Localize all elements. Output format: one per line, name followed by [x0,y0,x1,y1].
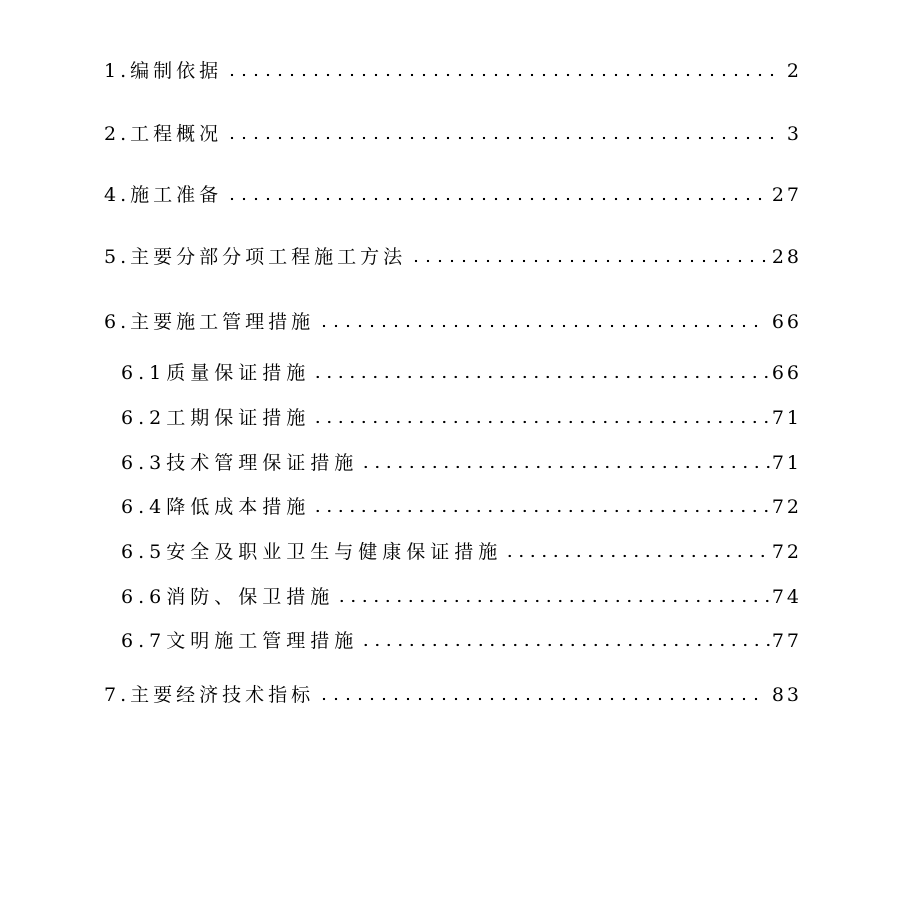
toc-leader-dots [336,599,770,603]
toc-entry-number: 7. [104,684,131,706]
toc-leader-dots [226,136,781,140]
toc-entry-number: 6.3 [121,452,167,474]
toc-leader-dots [312,420,770,424]
toc-entry-title: 技术管理保证措施 [166,452,359,474]
toc-entry-title: 降低成本措施 [166,496,311,518]
toc-entry-1 [104,56,802,83]
toc-entry-7 [104,680,802,707]
toc-leader-dots [318,697,766,701]
toc-entry-title: 工程概况 [130,123,223,145]
toc-entry-6-7 [121,626,802,653]
toc-leader-dots [360,643,770,647]
toc-entry-title: 施工准备 [130,184,223,206]
toc-entry-6-6 [121,582,802,609]
toc-entry-number: 4. [104,184,131,206]
toc-entry-title: 工期保证措施 [166,407,311,429]
toc-entry-title: 主要施工管理措施 [130,311,315,333]
toc-entry-6-1 [121,358,802,385]
toc-entry-page: 83 [771,684,802,706]
toc-entry-title: 主要分部分项工程施工方法 [130,246,407,268]
toc-entry-6-2 [121,403,802,430]
toc-entry-number: 6.7 [121,630,167,652]
toc-entry-6-5 [121,537,802,564]
toc-entry-page: 66 [771,362,802,384]
toc-leader-dots [312,375,770,379]
toc-entry-number: 6.5 [121,541,167,563]
toc-entry-page: 27 [771,184,802,206]
toc-entry-number: 5. [104,246,131,268]
toc-leader-dots [410,259,766,263]
toc-entry-title: 编制依据 [130,60,223,82]
toc-entry-number: 6.2 [121,407,167,429]
toc-leader-dots [226,197,766,201]
toc-entry-page: 74 [771,586,802,608]
toc-entry-title: 安全及职业卫生与健康保证措施 [166,541,503,563]
toc-entry-6 [104,307,802,334]
toc-entry-number: 6.6 [121,586,167,608]
toc-leader-dots [226,73,781,77]
toc-entry-title: 消防、保卫措施 [166,586,335,608]
toc-entry-page: 28 [771,246,802,268]
toc-entry-number: 6. [104,311,131,333]
toc-entry-number: 1. [104,60,131,82]
toc-entry-5 [104,242,802,269]
toc-entry-page: 72 [771,541,802,563]
toc-entry-page: 72 [771,496,802,518]
toc-entry-page: 3 [786,123,802,145]
toc-entry-6-3 [121,448,802,475]
toc-entry-page: 71 [771,452,802,474]
toc-entry-title: 主要经济技术指标 [130,684,315,706]
toc-entry-page: 2 [786,60,802,82]
toc-entry-page: 71 [771,407,802,429]
toc-entry-number: 6.4 [121,496,167,518]
toc-entry-page: 66 [771,311,802,333]
toc-entry-number: 6.1 [121,362,167,384]
toc-entry-title: 质量保证措施 [166,362,311,384]
toc-entry-2 [104,119,802,146]
toc-leader-dots [312,509,770,513]
toc-entry-4 [104,180,802,207]
toc-entry-number: 2. [104,123,131,145]
toc-entry-page: 77 [771,630,802,652]
toc-leader-dots [360,465,770,469]
toc-entry-title: 文明施工管理措施 [166,630,359,652]
toc-leader-dots [504,554,770,558]
toc-entry-6-4 [121,492,802,519]
toc-leader-dots [318,324,766,328]
